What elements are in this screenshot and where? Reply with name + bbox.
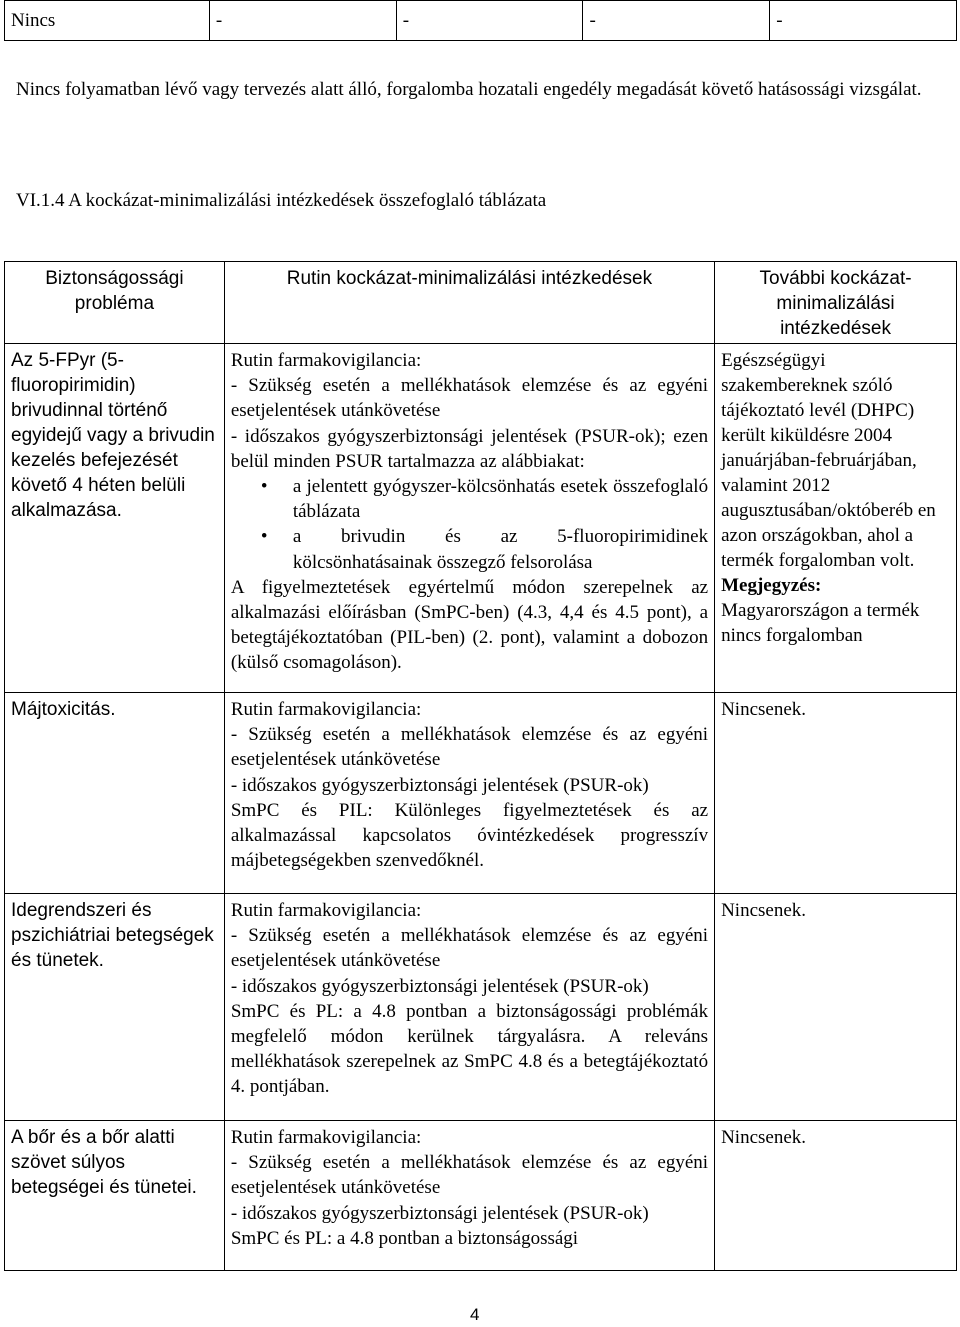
routine-line: - Szükség esetén a mellékhatások elemzése és az egyéni esetjelentések utánkövetése <box>230 1152 709 1199</box>
table-row <box>5 1121 957 1271</box>
page-number: 4 <box>470 1305 480 1324</box>
section-heading: VI.1.4 A kockázat-minimalizálási intézkedések összefoglaló táblázata <box>16 190 547 211</box>
table-header-row <box>5 262 957 344</box>
table-cell: - <box>583 1 770 41</box>
routine-measures-cell <box>224 894 714 1121</box>
intro-paragraph: Nincs folyamatban lévő vagy tervezés alatt álló, forgalomba hozatali engedély megadását követő hatásossági vizsgálat. <box>16 79 922 100</box>
routine-note: SmPC és PL: a 4.8 pontban a biztonságossági problémák megfelelő módon kerülnek tárgyalásra. A releváns mellékhatások szerepelnek az SmPC 4.8 és a betegtájékoztató 4. pontjában. <box>230 1000 709 1098</box>
routine-line: - időszakos gyógyszerbiztonsági jelentések (PSUR-ok) <box>230 975 649 997</box>
column-header-additional: További kockázat-minimalizálási intézkedések <box>715 262 957 344</box>
table-row <box>5 344 957 693</box>
additional-measures-cell <box>715 344 957 693</box>
note-text: Magyarországon a termék nincs forgalomban <box>721 600 920 646</box>
routine-line: - Szükség esetén a mellékhatások elemzése és az egyéni esetjelentések utánkövetése <box>230 375 709 422</box>
routine-note: A figyelmeztetések egyértelmű módon szerepelnek az alkalmazási előírásban (SmPC-ben) (4.3, 4,4 és 4.5 pont), a betegtájékoztatóban (PIL-ben) (2. pont), valamint a dobozon (külső csomagoláson). <box>230 576 709 674</box>
routine-measures-cell <box>224 344 714 693</box>
table-row <box>5 894 957 1121</box>
routine-line: - Szükség esetén a mellékhatások elemzése és az egyéni esetjelentések utánkövetése <box>230 724 709 771</box>
risk-minimisation-table <box>4 261 957 1271</box>
routine-intro: Rutin farmakovigilancia: <box>230 350 422 371</box>
table-cell: Nincs <box>5 1 210 41</box>
additional-measures-cell: Nincsenek. <box>715 693 957 894</box>
additional-measures-cell: Nincsenek. <box>715 894 957 1121</box>
safety-problem-cell: Májtoxicitás. <box>5 693 225 894</box>
note-label: Megjegyzés: <box>721 575 822 596</box>
column-header-routine: Rutin kockázat-minimalizálási intézkedések <box>224 262 714 344</box>
safety-problem-cell: Az 5-FPyr (5-fluoropirimidin) brivudinnal történő egyidejű vagy a brivudin kezelés befejezését követő 4 héten belüli alkalmazása. <box>5 344 225 693</box>
status-row-table <box>4 0 957 41</box>
routine-line: - időszakos gyógyszerbiztonsági jelentések (PSUR-ok) <box>230 774 649 796</box>
routine-note: SmPC és PL: a 4.8 pontban a biztonságossági <box>230 1227 579 1249</box>
routine-intro: Rutin farmakovigilancia: <box>230 699 422 720</box>
table-row <box>5 1 957 41</box>
routine-measures-cell <box>224 1121 714 1271</box>
routine-line: - Szükség esetén a mellékhatások elemzése és az egyéni esetjelentések utánkövetése <box>230 925 709 972</box>
table-cell: - <box>396 1 583 41</box>
routine-line: - időszakos gyógyszerbiztonsági jelentések (PSUR-ok) <box>230 1202 649 1224</box>
additional-text: Egészségügyi szakembereknek szóló tájékoztató levél (DHPC) került kiküldésre 2004 januárjában-februárjában, valamint 2012 augusztusában/októberéb en azon országokban, ahol a termék forgalomban volt. <box>721 350 936 571</box>
column-header-problem: Biztonságossági probléma <box>5 262 225 344</box>
safety-problem-cell: A bőr és a bőr alatti szövet súlyos betegségei és tünetei. <box>5 1121 225 1271</box>
table-cell: - <box>770 1 957 41</box>
routine-intro: Rutin farmakovigilancia: <box>230 900 422 921</box>
routine-intro: Rutin farmakovigilancia: <box>230 1127 422 1148</box>
table-row <box>5 693 957 894</box>
additional-measures-cell: Nincsenek. <box>715 1121 957 1271</box>
safety-problem-cell: Idegrendszeri és pszichiátriai betegségek és tünetek. <box>5 894 225 1121</box>
bullet-item: • a brivudin és az 5-fluoropirimidinek kölcsönhatásainak összegző felsorolása <box>231 524 708 574</box>
table-cell: - <box>209 1 396 41</box>
routine-note: SmPC és PIL: Különleges figyelmeztetések és az alkalmazással kapcsolatos óvintézkedések progresszív májbetegségekben szenvedőknél. <box>230 799 709 872</box>
routine-measures-cell <box>224 693 714 894</box>
routine-line: - időszakos gyógyszerbiztonsági jelentések (PSUR-ok); ezen belül minden PSUR tartalmazza az alábbiakat: <box>230 425 709 472</box>
bullet-item: • a jelentett gyógyszer-kölcsönhatás esetek összefoglaló táblázata <box>231 474 708 524</box>
